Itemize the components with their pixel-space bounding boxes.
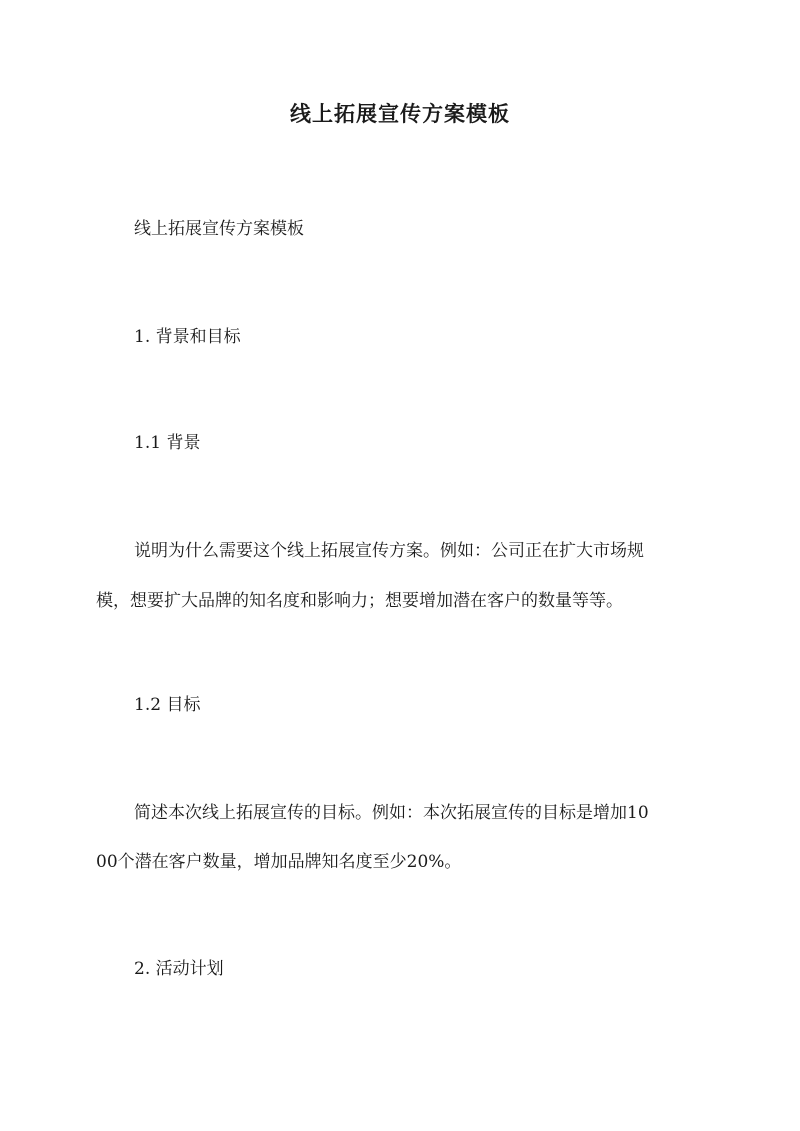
paragraph-background-line-2: 模，想要扩大品牌的知名度和影响力；想要增加潜在客户的数量等等。 — [96, 591, 623, 611]
paragraph-goals-line-1: 简述本次线上拓展宣传的目标。例如：本次拓展宣传的目标是增加10 — [134, 803, 649, 823]
document-subtitle: 线上拓展宣传方案模板 — [134, 219, 304, 239]
section-heading-background-goals: 1. 背景和目标 — [134, 327, 241, 347]
section-heading-activity-plan: 2. 活动计划 — [134, 959, 224, 979]
paragraph-goals-line-2: 00个潜在客户数量，增加品牌知名度至少20%。 — [96, 852, 462, 872]
section-heading-background: 1.1 背景 — [134, 433, 201, 453]
document-title: 线上拓展宣传方案模板 — [290, 101, 510, 126]
paragraph-background-line-1: 说明为什么需要这个线上拓展宣传方案。例如：公司正在扩大市场规 — [134, 541, 644, 561]
section-heading-goals: 1.2 目标 — [134, 695, 201, 715]
